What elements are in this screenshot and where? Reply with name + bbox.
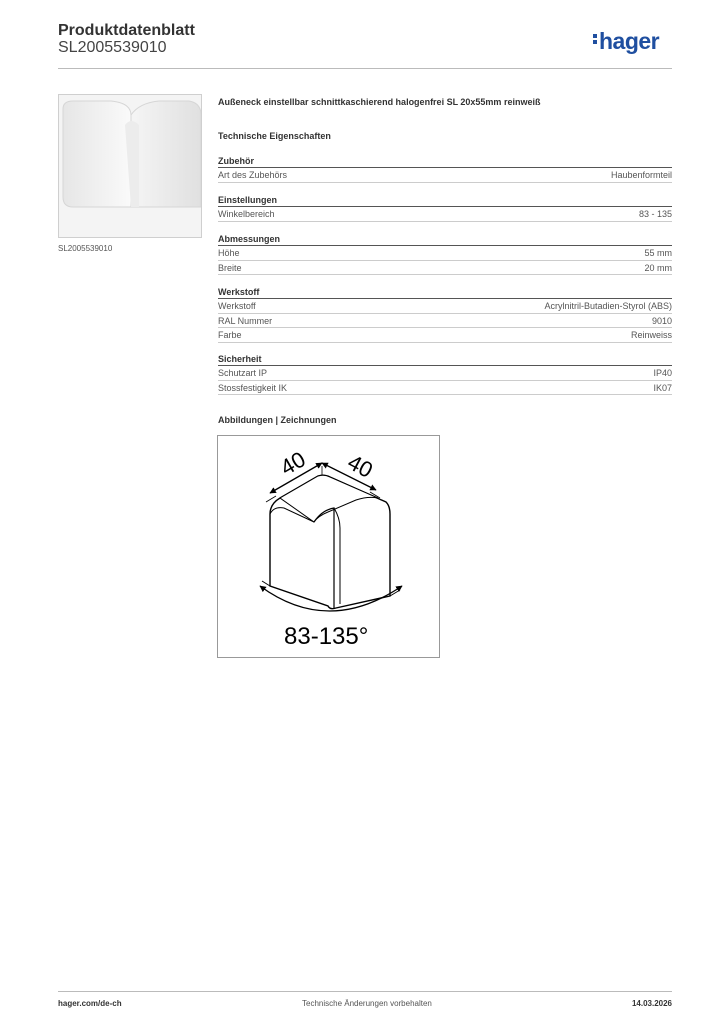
section-title: Abmessungen — [218, 233, 672, 246]
section-safety — [218, 353, 672, 395]
row-value: 55 mm — [644, 248, 672, 258]
angle-label: 83-135° — [284, 623, 369, 650]
row-label: Breite — [218, 262, 242, 273]
product-image — [58, 94, 202, 238]
row-value: IP40 — [653, 368, 672, 378]
table-row — [218, 246, 672, 261]
dimension-label-right: 40 — [343, 449, 378, 483]
row-label: Farbe — [218, 330, 242, 340]
row-value: Haubenformteil — [610, 170, 672, 180]
row-label: RAL Nummer — [218, 315, 273, 326]
row-value: 9010 — [651, 315, 672, 326]
row-value: Acrylnitril-Butadien-Styrol (ABS) — [544, 301, 672, 311]
technical-drawing — [217, 435, 440, 658]
technical-properties-heading: Technische Eigenschaften — [218, 131, 331, 141]
table-row — [218, 168, 672, 183]
table-row — [218, 381, 672, 396]
row-value: IK07 — [653, 382, 672, 393]
logo-dots-icon — [593, 32, 598, 46]
row-label: Höhe — [218, 248, 240, 258]
page-title: Produktdatenblatt — [58, 22, 195, 39]
row-label: Stossfestigkeit IK — [218, 382, 288, 393]
section-accessory — [218, 155, 672, 183]
hager-logo — [593, 28, 659, 55]
product-image-caption: SL2005539010 — [58, 244, 113, 253]
table-row — [218, 328, 672, 343]
technical-drawing-svg — [218, 436, 439, 657]
table-row — [218, 207, 672, 222]
section-title: Zubehör — [218, 155, 672, 168]
product-name: Außeneck einstellbar schnittkaschierend halogenfrei SL 20x55mm reinweiß — [218, 97, 541, 107]
row-label: Schutzart IP — [218, 368, 268, 378]
table-row — [218, 299, 672, 314]
drawings-heading: Abbildungen | Zeichnungen — [218, 415, 337, 425]
table-row — [218, 314, 672, 329]
row-value: Reinweiss — [630, 330, 672, 340]
section-title: Sicherheit — [218, 353, 672, 366]
footer-divider — [58, 991, 672, 992]
footer-date: 14.03.2026 — [631, 999, 672, 1008]
row-label: Werkstoff — [218, 301, 256, 311]
row-label: Art des Zubehörs — [218, 170, 288, 180]
row-label: Winkelbereich — [218, 209, 275, 219]
section-title: Werkstoff — [218, 286, 672, 299]
row-value: 20 mm — [644, 262, 672, 273]
header-divider — [58, 68, 672, 69]
table-row — [218, 366, 672, 381]
footer-website: hager.com/de-ch — [58, 999, 122, 1008]
footer-notice: Technische Änderungen vorbehalten — [302, 999, 432, 1008]
section-title: Einstellungen — [218, 194, 672, 207]
section-settings — [218, 194, 672, 222]
dimension-label-left: 40 — [276, 446, 310, 481]
row-value: 83 - 135 — [638, 209, 672, 219]
section-material — [218, 286, 672, 343]
table-row — [218, 261, 672, 276]
article-number: SL2005539010 — [58, 39, 167, 56]
product-photo-illustration — [59, 95, 202, 238]
section-dimensions — [218, 233, 672, 275]
logo-text: hager — [599, 28, 660, 54]
